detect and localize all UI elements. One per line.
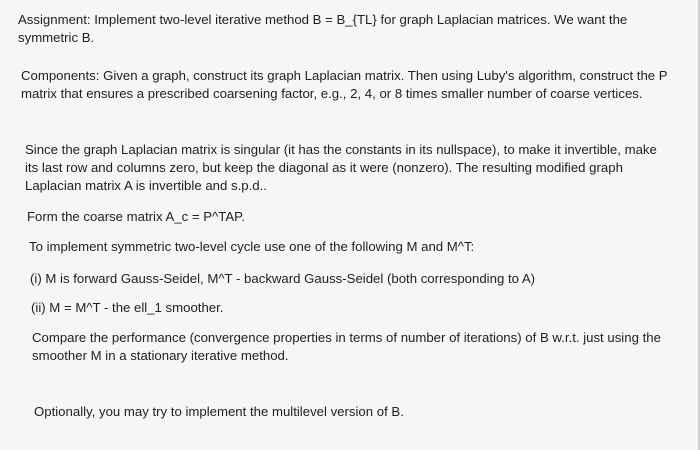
- option-i-item: (i) M is forward Gauss-Seidel, M^T - backward Gauss-Seidel (both corresponding to A): [30, 271, 536, 286]
- symmetric-cycle-paragraph: To implement symmetric two-level cycle use one of the following M and M^T:: [29, 239, 475, 254]
- option-ii-item: (ii) M = M^T - the ell_1 smoother.: [31, 300, 224, 315]
- optional-paragraph: Optionally, you may try to implement the multilevel version of B.: [34, 404, 404, 419]
- singular-matrix-paragraph: Since the graph Laplacian matrix is singular (it has the constants in its nullspace), to make it invertible, make its last row and columns zero, but keep the diagonal as it were (nonzero). The resulting modified graph Laplacian matrix A is invertible and s.p.d..: [25, 142, 657, 193]
- coarse-matrix-paragraph: Form the coarse matrix A_c = P^TAP.: [27, 209, 245, 224]
- compare-paragraph: Compare the performance (convergence properties in terms of number of iterations) of B w.r.t. just using the smoother M in a stationary iterative method.: [32, 330, 661, 363]
- components-paragraph: Components: Given a graph, construct its graph Laplacian matrix. Then using Luby's algorithm, construct the P matrix that ensures a prescribed coarsening factor, e.g., 2, 4, or 8 times smaller number of coarse vertices.: [21, 68, 668, 101]
- assignment-paragraph: Assignment: Implement two-level iterative method B = B_{TL} for graph Laplacian matrices. We want the symmetric B.: [18, 12, 628, 45]
